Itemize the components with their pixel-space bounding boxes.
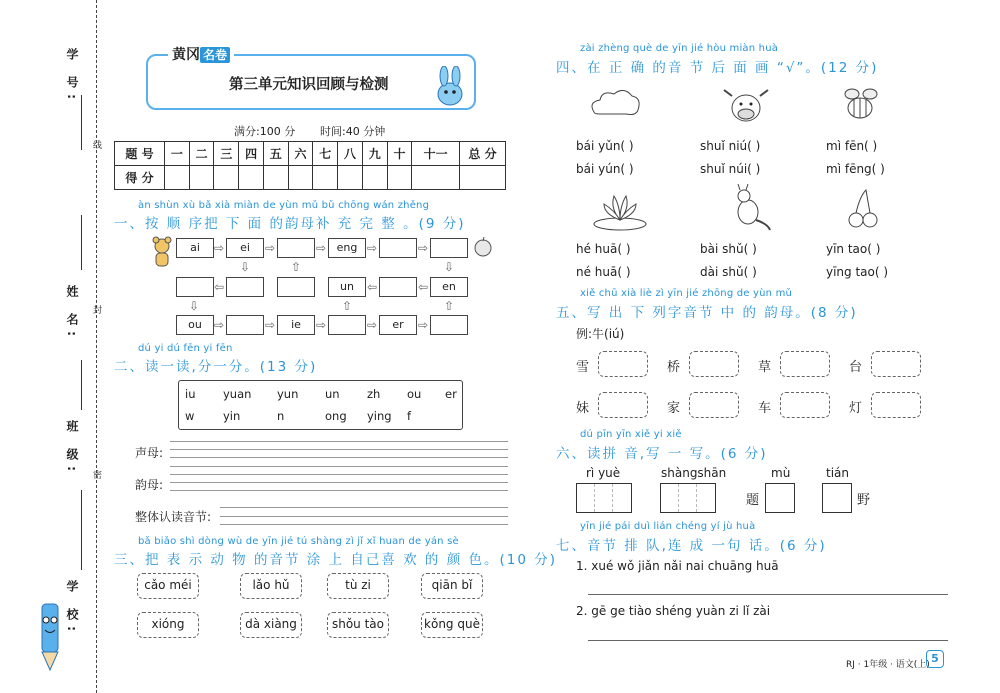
score-cell[interactable]: [165, 166, 190, 190]
letter: f: [407, 409, 412, 423]
score-cell[interactable]: [288, 166, 313, 190]
pinyin-option[interactable]: dài shǔ( ): [700, 265, 757, 279]
score-cell[interactable]: [214, 166, 239, 190]
syllable-card[interactable]: cǎo méi: [137, 573, 199, 599]
zhengti-label: 整体认读音节:: [135, 510, 212, 524]
table-cell: 一: [165, 142, 190, 166]
full-score: 满分:100 分: [234, 125, 296, 138]
q6-pinyin-item: tián: [826, 466, 849, 480]
q5-char: 车: [758, 401, 772, 416]
q6-char: 野: [857, 493, 871, 508]
syllable-card[interactable]: qiān bǐ: [421, 573, 483, 599]
letter: ong: [325, 409, 347, 423]
score-cell[interactable]: [362, 166, 387, 190]
answer-line[interactable]: [170, 441, 508, 442]
table-cell: 九: [362, 142, 387, 166]
arrow-right-icon: ⇨: [418, 318, 429, 332]
q5-char: 雪: [576, 360, 590, 375]
kangaroo-icon: [726, 184, 772, 232]
q6-char: 题: [746, 493, 760, 508]
syllable-card[interactable]: tù zi: [327, 573, 389, 599]
class-label: 班 级:: [65, 420, 79, 477]
answer-line[interactable]: [588, 594, 948, 595]
arrow-right-icon: ⇨: [214, 318, 225, 332]
table-cell: 五: [263, 142, 288, 166]
score-cell[interactable]: [460, 166, 506, 190]
pinyin-option[interactable]: né huā( ): [576, 265, 631, 279]
pinyin-option[interactable]: hé huā( ): [576, 242, 631, 256]
q5-answer-box[interactable]: [689, 351, 739, 377]
apple-icon: [473, 237, 493, 257]
answer-line[interactable]: [588, 640, 948, 641]
answer-line[interactable]: [170, 490, 508, 491]
table-cell: 八: [338, 142, 363, 166]
school-field[interactable]: [81, 490, 82, 570]
arrow-left-icon: ⇦: [367, 280, 378, 294]
q4-pinyin: zài zhèng què de yīn jié hòu miàn huà: [580, 43, 779, 54]
writing-grid[interactable]: [576, 483, 632, 513]
arrow-down-icon: ⇩: [444, 260, 455, 274]
table-cell: 七: [313, 142, 338, 166]
pinyin-option[interactable]: shuǐ núi( ): [700, 162, 761, 176]
q6-pinyin-item: mù: [771, 466, 791, 480]
answer-line[interactable]: [220, 524, 508, 525]
writing-grid[interactable]: [822, 483, 852, 513]
letter: n: [277, 409, 285, 423]
table-cell: 总 分: [460, 142, 506, 166]
q2-pinyin: dú yi dú fēn yi fēn: [138, 343, 233, 354]
q7-sentence-2: 2. gē ge tiào shéng yuàn zi lǐ zài: [576, 604, 771, 618]
q1-answer-box[interactable]: [226, 315, 264, 335]
pinyin-option[interactable]: yīng tao( ): [826, 265, 889, 279]
syllable-card[interactable]: dà xiàng: [240, 612, 302, 638]
score-table-header-row: [115, 142, 506, 166]
page-number: 5: [926, 650, 944, 668]
q5-example: 例:牛(iú): [576, 327, 625, 341]
score-cell[interactable]: [338, 166, 363, 190]
q6-pinyin-item: shàngshān: [661, 466, 727, 480]
lotus-icon: [590, 188, 650, 232]
answer-line[interactable]: [170, 449, 508, 450]
cow-icon: [720, 82, 772, 126]
q3-title: 三、把 表 示 动 物 的音节 涂 上 自己喜 欢 的 颜 色。(10 分): [114, 552, 557, 568]
class-field[interactable]: [81, 360, 82, 410]
arrow-up-icon: ⇧: [291, 260, 302, 274]
arrow-right-icon: ⇨: [367, 241, 378, 255]
letter: zh: [367, 387, 381, 401]
q1-box: er: [379, 315, 417, 335]
exam-time: 时间:40 分钟: [320, 125, 386, 138]
rabbit-mascot-icon: [428, 66, 474, 110]
pencil-mascot-icon: [32, 596, 68, 676]
arrow-down-icon: ⇩: [189, 299, 200, 313]
q1-answer-box[interactable]: [328, 315, 366, 335]
pinyin-option[interactable]: yīn tao( ): [826, 242, 881, 256]
q5-char: 台: [849, 360, 863, 375]
cherry-icon: [846, 188, 880, 230]
q5-answer-box[interactable]: [780, 392, 830, 418]
q1-answer-box[interactable]: [430, 238, 468, 258]
table-cell: 六: [288, 142, 313, 166]
score-cell[interactable]: [313, 166, 338, 190]
q1-answer-box[interactable]: [277, 277, 315, 297]
q1-box: en: [430, 277, 468, 297]
pinyin-option[interactable]: mì fēn( ): [826, 139, 878, 153]
pinyin-option[interactable]: bái yún( ): [576, 162, 634, 176]
q7-sentence-1: 1. xué wǒ jiǎn nǎi nai chuāng huā: [576, 559, 779, 573]
q6-pinyin-item: rì yuè: [586, 466, 621, 480]
page-title: 第三单元知识回顾与检测: [229, 77, 389, 93]
student-number-label: 学 号:: [65, 48, 79, 105]
bind-char-1: 线: [91, 140, 101, 149]
q5-answer-box[interactable]: [598, 351, 648, 377]
q1-answer-box[interactable]: [430, 315, 468, 335]
q1-box: ai: [176, 238, 214, 258]
q4-title: 四、在 正 确 的音 节 后 面 画 “√”。(12 分): [556, 60, 879, 76]
q2-title: 二、读一读,分一分。(13 分): [114, 359, 318, 375]
table-cell: 得 分: [115, 166, 165, 190]
arrow-right-icon: ⇨: [418, 241, 429, 255]
syllable-card[interactable]: xióng: [137, 612, 199, 638]
q1-box: ou: [176, 315, 214, 335]
q5-char: 灯: [849, 401, 863, 416]
q1-answer-box[interactable]: [176, 277, 214, 297]
writing-grid[interactable]: [660, 483, 716, 513]
shengmu-label: 声母:: [135, 446, 164, 460]
q7-pinyin: yīn jié pái duì lián chéng yí jù huà: [580, 521, 756, 532]
yunmu-label: 韵母:: [135, 478, 164, 492]
score-cell[interactable]: [239, 166, 264, 190]
q3-pinyin: bǎ biǎo shì dòng wù de yīn jié tú shàng zì jǐ xǐ huan de yán sè: [138, 536, 459, 547]
answer-line[interactable]: [170, 457, 508, 458]
table-cell: 题 号: [115, 142, 165, 166]
q5-char: 家: [667, 401, 681, 416]
arrow-up-icon: ⇧: [342, 299, 353, 313]
q7-title: 七、音节 排 队,连 成 一句 话。(6 分): [556, 538, 827, 554]
q5-answer-box[interactable]: [689, 392, 739, 418]
letter: w: [185, 409, 195, 423]
answer-line[interactable]: [170, 466, 508, 467]
q1-answer-box[interactable]: [277, 238, 315, 258]
student-name-field[interactable]: [81, 215, 82, 270]
table-cell: 十一: [412, 142, 460, 166]
bee-icon: [838, 84, 884, 124]
letter: er: [445, 387, 457, 401]
bear-icon: [150, 236, 174, 268]
letter: yun: [277, 387, 299, 401]
arrow-right-icon: ⇨: [265, 241, 276, 255]
score-table-score-row: [115, 166, 506, 190]
pinyin-option[interactable]: bái yǔn( ): [576, 139, 634, 153]
letter: yin: [223, 409, 241, 423]
arrow-right-icon: ⇨: [367, 318, 378, 332]
pinyin-option[interactable]: shuǐ niú( ): [700, 139, 761, 153]
q5-answer-box[interactable]: [871, 351, 921, 377]
score-table: [114, 141, 506, 190]
writing-grid[interactable]: [765, 483, 795, 513]
q5-pinyin: xiě chū xià liè zì yīn jié zhōng de yùn mǔ: [580, 288, 793, 299]
student-number-field[interactable]: [81, 95, 82, 150]
q5-char: 草: [758, 360, 772, 375]
table-cell: 十: [387, 142, 412, 166]
arrow-right-icon: ⇨: [316, 318, 327, 332]
table-cell: 四: [239, 142, 264, 166]
q5-answer-box[interactable]: [780, 351, 830, 377]
letter: iu: [185, 387, 196, 401]
answer-line[interactable]: [170, 474, 508, 475]
score-cell[interactable]: [412, 166, 460, 190]
pinyin-option[interactable]: mì fēng( ): [826, 162, 885, 176]
bind-char-2: 封: [91, 305, 101, 314]
cloud-icon: [586, 86, 644, 120]
q5-answer-box[interactable]: [871, 392, 921, 418]
q1-box: ei: [226, 238, 264, 258]
letter: yuan: [223, 387, 252, 401]
pinyin-option[interactable]: bài shǔ( ): [700, 242, 757, 256]
arrow-right-icon: ⇨: [214, 241, 225, 255]
q6-title: 六、读拼 音,写 一 写。(6 分): [556, 446, 768, 462]
q5-title: 五、写 出 下 列字音节 中 的 韵母。(8 分): [556, 305, 858, 321]
arrow-down-icon: ⇩: [240, 260, 251, 274]
answer-line[interactable]: [220, 516, 508, 517]
syllable-card[interactable]: shǒu tào: [327, 612, 389, 638]
letter: ying: [367, 409, 392, 423]
answer-line[interactable]: [220, 507, 508, 508]
q1-answer-box[interactable]: [379, 277, 417, 297]
letter-box: [178, 380, 463, 430]
score-cell[interactable]: [189, 166, 214, 190]
arrow-right-icon: ⇨: [265, 318, 276, 332]
q5-answer-box[interactable]: [598, 392, 648, 418]
table-cell: 三: [214, 142, 239, 166]
q1-box: ie: [277, 315, 315, 335]
q1-title: 一、按 顺 序把 下 面 的韵母补 充 完 整 。(9 分): [114, 216, 466, 232]
score-cell[interactable]: [387, 166, 412, 190]
bind-char-3: 密: [91, 470, 101, 479]
syllable-card[interactable]: lǎo hǔ: [240, 573, 302, 599]
student-name-label: 姓 名:: [65, 285, 79, 342]
q1-answer-box[interactable]: [226, 277, 264, 297]
arrow-up-icon: ⇧: [444, 299, 455, 313]
score-cell[interactable]: [263, 166, 288, 190]
footer-series: RJ · 1年级 · 语文(上): [846, 660, 930, 670]
table-cell: 二: [189, 142, 214, 166]
answer-line[interactable]: [170, 482, 508, 483]
arrow-left-icon: ⇦: [214, 280, 225, 294]
letter: un: [325, 387, 340, 401]
q1-box: eng: [328, 238, 366, 258]
binding-line: [96, 0, 97, 693]
q1-box: un: [328, 277, 366, 297]
arrow-left-icon: ⇦: [418, 280, 429, 294]
school-label: 学 校:: [65, 580, 79, 637]
q1-pinyin: àn shùn xù bǎ xià miàn de yùn mǔ bǔ chōng wán zhěng: [138, 200, 430, 211]
q6-pinyin: dú pīn yīn xiě yi xiě: [580, 429, 682, 440]
syllable-card[interactable]: kǒng què: [421, 612, 483, 638]
q1-answer-box[interactable]: [379, 238, 417, 258]
letter: ou: [407, 387, 422, 401]
q5-char: 妹: [576, 401, 590, 416]
arrow-right-icon: ⇨: [316, 241, 327, 255]
q5-char: 桥: [667, 360, 681, 375]
brand-logo: 黄冈 名卷: [168, 44, 234, 64]
